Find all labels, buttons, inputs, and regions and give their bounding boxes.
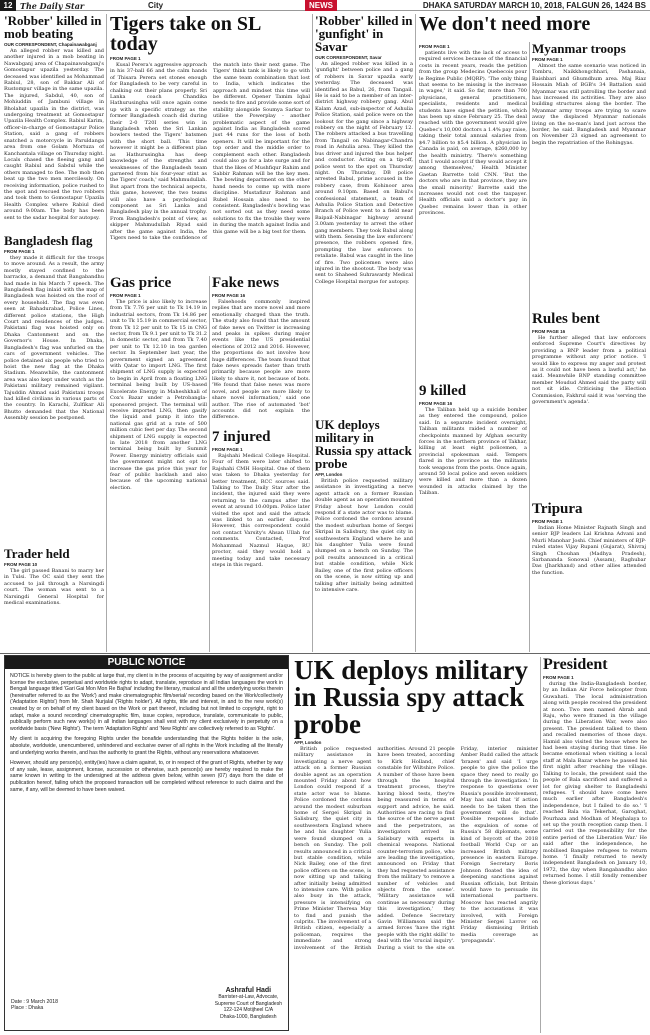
article-body: patients live with the lack of access to required services because of the financial costs in recent years, reads the petition from the group Medecins Quebecois pour le Regime Public (MQRP). 'The only thing that seems to be missing is the increase in wages,' it said. So far, more than 700 physicians, general practitioners, specialists, residents and medical students have signed the petition, which has been up since February 25. The deal reached with the government would give Quebec's 10,000 doctors a 1.4% pay raise, taking their total annual salaries from $4.7 billion to $5.4 billion. A physician in Canada is paid, on average, $260,000 by the health ministry. 'There's something that I would accept if they would accept it among themselves,' Health Minister Gaetan Barrette told CNN. 'But the doctors who are in that province, they are the small minority.' Barrette said the increases would not cost the taxpayer. Health officials said a doctor's pay in Quebec remains lower than in other provinces. xyxy=(419,50,527,217)
article-body: Almost the same scenario was noticed in Tombru, Naikkhongchhari, Pashanaia, Baishbari and Ghumdhum area. Maj Riaz Hossain Miah of BGB's 34 Battalion said Myanmar was still patrolling the border and has increased its activities. They are also building structures along the border. The Myanmar army troops are trying to scare away the displaced Myanmar nationals living on the no-man's land just across the border, he said. Bangladesh and Myanmar on November 23 signed an agreement to begin the repatriation of the Rohingyas. xyxy=(532,63,646,146)
dateline: DHAKA SATURDAY MARCH 10, 2018, FALGUN 26, 1424 BS xyxy=(422,1,646,10)
signatory-line: Barrister-at-Law, Advocate, xyxy=(218,994,279,1001)
section-city: City xyxy=(148,1,164,10)
headline: Tripura xyxy=(532,502,583,517)
headline: Rules bent xyxy=(532,312,600,327)
section-news: NEWS xyxy=(305,0,337,11)
byline: FROM PAGE 10 xyxy=(4,562,38,567)
article-rules-bent xyxy=(532,312,646,498)
article-gas-price xyxy=(110,276,207,652)
byline: FROM PAGE 1 xyxy=(532,57,563,62)
byline: FROM PAGE 1 xyxy=(532,519,563,524)
article-body: British police requested military assistance in investigating a nerve agent attack on a former Russian double agent as an operation mounted Friday about how London could respond if a state actor was to blame. Police cordoned the cordons around the modest suburban home of Sergei Skripal in Salisbury, the quiet city in southwestern England where he and his daughter Yulia were found slumped on a bench on Sunday. The poll results announced in a critical but stable condition, while Nick Bailey, one of the first police officers on the scene, is now sitting up and talking after initially being admitted to intensive care. xyxy=(315,478,413,593)
headline: We don't need more xyxy=(419,14,591,35)
article-uk-military xyxy=(294,657,538,1033)
byline: FROM PAGE 1 xyxy=(110,293,141,298)
article-body: An alleged robber was killed in a 'gunfight' between police and a gang of robbers in Savar upazila early yesterday. The deceased was identified as Babul, 26, from Tangail. He is said to be a member of an inter-district highway robbery gang. Abul Kalam Azad, sub-inspector of Ashulia Police Station, said police were on the lookout for the gang since a highway robbery on the night of February 12. The robbers attacked a bus travelling from Tangail on Nabinagar-Chandra road in Ashulia area. They killed the bus driver and injured the bus helper and conductor. Acting on a tip-off, police went to the spot on Thursday night. On Thursday, DB police arrested Babul, prime accused in the robbery case, from Kohinoor area around 9.10pm. Based on Babul's confessional statement, a team of Ashulia Police Station and Detective Branch of Police went to a field near Baipail-Nabinagar highway around 3.00am yesterday to arrest the other gang members. They took Babul along with them. Sensing the law enforcers' presence, the robbers opened fire, prompting the law enforcers to retaliate. Babul was caught in the line of fire. Two policemen were also injured in the shootout. The body was sent to Shaheed Suhrawardy Medical College Hospital morgue for autopsy. xyxy=(315,61,413,285)
article-president xyxy=(543,657,647,1033)
notice-paragraph: NOTICE is hereby given to the public at large that, my client is in the process of acquiring by way of assignment and/or license the exclusive, perpetual and worldwide rights to adapt, translate, reproduce in all Indian languages the work in Bengali language titled 'Gari Gai Mon Mon Re Bajhai' including the literary, musical and all the underlying works therein (hereinafter referred to as the 'Work') and make cinematographic film/serial/ recording based on the Work/collectively ('Adaptation Rights') from Mr. Shah Nurjalal ('Rights holder'). All rights, title and interest, in and to the new work(s) created by or on behalf of my client based on the Work or part thereof, including but not limited to copyright, right to adapt, make a sound recording/ cinematographic film, issue copies, reproduce, translate, communicate to public, publically perform such new work(s) in all Indian languages shall vest with my client exclusively in perpetuity on a worldwide basis ('New Rights'). The term 'Adaptation Rights' and 'New Rights' are collectively referred to as 'Rights'. xyxy=(10,673,283,732)
headline: Trader held xyxy=(4,547,70,561)
signatory-line: Dhaka-1000, Bangladesh xyxy=(220,1013,277,1020)
article-fake-news xyxy=(212,276,310,426)
article-body: Kusal Perera's aggressive approach in his 37-ball 66 and the calm hands of Thisara Perera set stones enough for Bangladesh to be very careful in chalking out their plans properly. Sri Lanka coach Chandika Hathurusingha will once again come up with a specific strategy as the former Bangladesh coach did during their 2-0 T20I series win in Bangladesh when the Sri Lankan bowlers tested the Tigers' batsmen with the short ball. 'This time however it might be a different plan as Hathurusingha has deep knowledge of the strengths and weaknesses of the Bangladesh team garnered from his four-year stint as the Tigers' coach,' said Mahmudullah. But apart from the technical aspects, this game, however, the two teams will also have a psychological component as Sri Lanka and Bangladesh play in the annual trophy. From Bangladesh's point of view, as skipper Mahmudullah Riyad said after the game against India, the Tigers need to take the confidence of the match into their next game. The Tigers' think tank is likely to go with the same team combination that lost to India, which indicates the approach and mindset this time will be different. Opener Tamim Iqbal needs to fire and provide some sort of stability alongside Soumya Sarkar to utilise the Powerplay - another problematic aspect of the game against India as Bangladesh scored just 44 runs for the loss of both openers. It will be important for the top order and the middle order to complement each other. Bangladesh could also go for a late surge and for that the likes of Mushfiqur Rahim and Sabbir Rahman will be the key men. The bowling department on the other hand needs to come up with more discipline. Mustafizur Rahman and Rubel Hossain also need to be consistent. Bangladesh's bowling was not sorted out as they need some solutions to fix the trouble they were in during the match against India and this game will be a big test for them. xyxy=(110,62,310,241)
article-body: Falsehoods commonly inspired replies that are more novel and more emotionally charged than the truth. The study also found that the amount of fake news on Twitter is increasing and peaks in spikes during major events like the US presidential elections of 2012 and 2016. However, the proportions do not involve how huge differences. The team found that fake news spreads faster than truth primarily because people are more likely to share it, not because of bots. 'We found that false news was more novel, and people are more likely to share novel information,' said one author. The rise of automated 'bot' accounts did not explain the difference. xyxy=(212,299,310,421)
article-dont-need-more-body xyxy=(419,42,527,380)
byline: FROM PAGE 1 xyxy=(4,249,35,254)
notice-signature xyxy=(215,988,282,1020)
headline: Myanmar troops xyxy=(532,42,626,56)
headline: 9 killed xyxy=(419,384,467,399)
notice-place: Place : Dhaka xyxy=(11,1005,44,1012)
byline: FROM PAGE 16 xyxy=(212,293,246,298)
article-body: Rajshahi Medical College Hospital. Four of them were later shifted to Rajshahi CMH Hospital. One of them was taken to Dhaka yesterday for better treatment, RCC sources said. Talking to The Daily Star after the incident, the injured said they were returning to the campus after the event at around 10:00pm. Police later visited the spot and said the attack was linked to an earlier dispute. However, this correspondent could not contact Varsity's Ahsan Ullah for comments. Contacted, Prof Mohammad Nazmul Haque, RU proctor, said they would hold a meeting today and take necessary steps in this regard. xyxy=(212,453,310,568)
article-body: The girl passed Banani to marry her in Tulsi. The OC said they sent the accused to jail through a Narsingdi court. The woman was sent to a Narsingdi General Hospital for medical examinations. xyxy=(4,568,104,607)
headline: President xyxy=(543,657,608,673)
byline: AFP, London xyxy=(294,740,322,745)
article-robber-gunfight xyxy=(315,14,413,414)
byline: FROM PAGE 1 xyxy=(110,56,141,61)
article-robber-mob xyxy=(4,14,104,231)
byline: FROM PAGE 1 xyxy=(543,675,574,680)
article-myanmar-troops xyxy=(532,42,646,308)
article-body: they made it difficult for the troops to move around. As a result, the army mostly stayed confined to the barracks, a demand that Bangabandhu had made in his March 7 speech. The Bangladesh flag inlaid with the map of Bangladesh was hoisted on the roof of every household. The flag was even seen at Bahadurabad, Police Lines, different police stations, the High Court and residences of the judges. Pakistani flag was hoisted only on Dhaka Cantonment and on the Governor's House. In Dhaka, Bangladesh's flag was unfurled on the cars of government vehicles. The police detained six people who tried to hoist the new flag at the Dhaka Stadium. Meanwhile, the cantonment area was also kept under watch as the Pakistani military remained vigilant. Tajuddin Ahmad said Pakistani troops had killed civilians in various parts of the country. In Karachi, Zulfikar Ali Bhutto demanded that the National Assembly session be postponed. xyxy=(4,255,104,422)
article-body: He further alleged that law enforcers enforced Supreme Court's directives by providing a BNP leader from a political programme without any prior notice. 'I would like to express my anger and protest as it could not have been a lawful act,' he said. Meanwhile BNP standing committee member Moudud Ahmed said the party will not sit idle. Criticising the Election Commission, Fakhrul said it was 'serving the government's agenda'. xyxy=(532,335,646,406)
article-7-injured xyxy=(212,430,310,652)
byline: FROM PAGE 1 xyxy=(212,447,243,452)
article-body: The Taliban held up a suicide bomber as they entered the compound, police said. In a separate incident overnight, Taliban militants raided a number of checkpoints manned by Afghan security forces in the northern province of Takhar, killing at least eight policemen, a provincial spokesman said. Tempers flared in the province as the militants took weapons from the posts. Once again, around 50 local police and seven soldiers were killed and more than a dozen wounded in attacks claimed by the Taliban. xyxy=(419,407,527,497)
page-header xyxy=(0,0,650,11)
page-number: 12 xyxy=(0,0,16,11)
signatory-line: 122-124 Motijheel C/A xyxy=(223,1007,274,1014)
article-tripura xyxy=(532,502,646,652)
headline: 7 injured xyxy=(212,430,271,445)
article-tigers xyxy=(110,14,310,272)
headline: Fake news xyxy=(212,276,280,291)
notice-date-block xyxy=(11,999,58,1012)
notice-title: PUBLIC NOTICE xyxy=(5,656,288,669)
byline: AFP, London xyxy=(315,472,343,477)
headline: 'Robber' killed in mob beating xyxy=(4,14,102,41)
headline: Bangladesh flag xyxy=(4,234,93,248)
headline: UK deploys military in Russia spy attack probe xyxy=(315,418,412,471)
masthead: The Daily Star xyxy=(20,1,85,11)
byline: FROM PAGE 16 xyxy=(532,329,566,334)
byline: OUR CORRESPONDENT, Chapainawabganj xyxy=(4,42,97,47)
byline: FROM PAGE 16 xyxy=(419,401,453,406)
notice-paragraph: My client is acquiring the foregoing Rights under the bonafide understanding that the Rights holder is the sole, absolute, worldwide, unencumbered, unhindered and exclusive owner of all rights in the Work including all the literally and underlying works therein, and has the authority to grant the Rights, without any reservations whatsoever. xyxy=(10,736,283,756)
headline: Gas price xyxy=(110,276,172,291)
headline: UK deploys military in Russia spy attack probe xyxy=(294,657,528,739)
public-notice xyxy=(4,655,289,1031)
notice-paragraph: However, should any person(s), entity(ies) have a claim against, to, or in respect of the grant of Rights, whether by way of any sale, lease, assignment, license, succession or otherwise, such person(s) are hereby required to make the same known in writing to the undersigned at the address given below, within seven (07) days from the date of publication hereof, failing which the proposed transaction will be completed without reference to such claims and the same, if any, will be deemed to have been waived. xyxy=(10,760,283,793)
signatory-name: Ashraful Hadi xyxy=(225,986,272,994)
headline: 'Robber' killed in 'gunfight' in Savar xyxy=(315,14,413,54)
article-uk-military-small xyxy=(315,418,413,652)
article-body: Indian Home Minister Rajnath Singh and senior BJP leaders Lal Krishna Advani and Murli Manohar Joshi. Chief ministers of BJP-ruled states Vijay Rupani (Gujarat), Shivraj Singh Chouhan (Madhya Pradesh), Sarbananda Sonowal (Assam), Raghubar Das (Jharkhand) and other allies attended the function. xyxy=(532,525,646,576)
article-body: An alleged robber was killed and another injured in a mob beating in Nawabganj area of Chapainawabganj's Gomostapur upazila yesterday. The deceased was identified as Mohammad Rabiul, 28, son of Bakkar Ali of Rustompur village in the same upazila. The injured, Sabdul, 40, son of Mohiuddin of Jambuni village in Bholahat upazila in the district, was undergoing treatment at Gomostapur Upazila Health Complex. Rabiul Karim, officer-in-charge of Gomostapur Police Station, said a gang of robbers snatched a motorcycle in Paruldanga area from one Golam Mortuza of Kanchantala village on Thursday night. Locals chased the fleeing gang and caught Rabiul and Sabdul while the others managed to flee. The mob then beat up the two men mercilessly. On receiving information, police rushed to the spot and rescued the two robbers and took them to Gomostapur Upazila Health Complex where Rabiul died around 9:00am. The body has been sent to the sadar hospital for autopsy. xyxy=(4,48,104,221)
notice-date: Date : 9 March 2018 xyxy=(11,998,59,1005)
byline: FROM PAGE 1 xyxy=(419,44,450,49)
article-body: British police requested military assistance in investigating a nerve agent attack on a former Russian double agent as an operation mounted Friday about how London could respond if a state actor was to blame. Police cordoned the cordons around the modest suburban home of Sergei Skripal in Salisbury, the quiet city in southwestern England where he and his daughter Yulia were found slumped on a bench on Sunday. The poll results announced in a critical but stable condition, while Nick Bailey, one of the first police officers on the scene, is now sitting up and talking after initially being admitted to intensive care. With police also busy in the attack, pressure is intensifying on Prime Minister Theresa May to find and punish the culprits. The involvement of a British citizen, especially a policeman, requires the immediate and strong involvement of the British authorities. Around 21 people have been treated, according to Kirk Holland, chief constable for Wiltshire Police. A number of those have been through the hospital treatment process, they're having blood tests, they're being reassured in terms of support and advice, he said. Authorities are racing to find the source of the nerve agent and the perpetrators, as investigators arrived in Salisbury with experts in chemical weapons. National counter-terrorism police, who are leading the investigation, announced on Friday that they had requested assistance from the military 'to remove a number of vehicles and objects from the scene'. 'Military assistance will continue as necessary during this investigation,' they added. Defence Secretary Gavin Williamson said the armed forces 'have the right people with the right skills' to deal with the 'crucial inquiry'. During a visit to the site on Friday, interior minister Amber Rudd called the attack 'brazen' and said 'I urge people to give the police the space they need to really go through the investigation.' In response to questions over Russia's possible involvement, May has said that 'if action needs to be taken then the government will do that'. Possible responses include the expulsion of some of Russia's 58 diplomats, some kind of boycott of the 2018 football World Cup or an increased British military presence in eastern Europe. Foreign Secretary Boris Johnson floated the idea of deepening sanctions against Russian officials, but Britain would have to persuade its international partners. Moscow has reacted angrily to the accusations it was involved, with Foreign Minister Sergei Lavrov on Friday dismissing British media coverage as 'propaganda'. xyxy=(294,746,538,951)
article-body: The price is also likely to increase from Tk 7.76 per unit to Tk 14.19 in industrial sectors, from Tk 14.86 per unit to Tk 15.19 in commercial sector, from Tk 12 per unit to Tk 15 in CNG sector, from Tk 9.1 per unit to Tk 31.2 in domestic sector, and from Tk 7.40 per unit to Tk 12.10 in tea garden sector. In September last year, the government signed an agreement with Qatar to import LNG. The first shipment of LNG supply is expected to begin in April from a floating LNG terminal being built by US-based Excelerate Energy in Maheshkhali of Cox's Bazar under a Petrobangla-sponsored project. The terminal will receive imported LNG, then gasify the liquid and pump it into the national gas grid at a rate of 500 million cubic feet per day. The second shipment of LNG supply is expected in late 2018 from another LNG terminal being built by Summit Power. Energy ministry officials said the government might not opt to increase the gas price this year for fear of public backlash and also because of the upcoming national election. xyxy=(110,299,207,491)
article-body: during the India-Bangladesh border, by an Indian Air Force helicopter from Guwahati. The local administration along with people received the president at noon. Two men named Abrab and Raju, who were framed in the village during the Liberation War, were also present. The president talked to them and recalled memories of those days. Hamid also visited the house where he had been staying during that time. He became emotional when visiting a local staff at Mala Bazar where he passed his first night after reaching the village. Talking to locals, the president said the people of Bala sacrificed and suffered a lot for giving shelter to Bangladeshi refugees. 'I should have come here much earlier after Bangladesh's independence, but I failed to do so.' 'I reached Bala via Tekerhat, Garoghat, Pourhaza and Modhan of Meghalaya to set up the youth reception camp then. I carried out the responsibility for the entire period of the Liberation War.' He said after the independence, he mobilised Bangalee refugees to return home. 'I finally returned to newly independent Bangladesh on January 10, 1972, the day when Bangabandhu also returned home. I still fondly remember these glorious days.' xyxy=(543,681,647,886)
article-bangladesh-flag xyxy=(4,234,104,544)
signatory-line: Supreme Court of Bangladesh xyxy=(214,1000,282,1007)
article-dont-need-more xyxy=(419,14,646,42)
byline: OUR CORRESPONDENT, Savar xyxy=(315,55,382,60)
article-9-killed xyxy=(419,384,527,652)
headline: Tigers take on SL today xyxy=(110,14,261,55)
article-trader-held xyxy=(4,547,104,651)
